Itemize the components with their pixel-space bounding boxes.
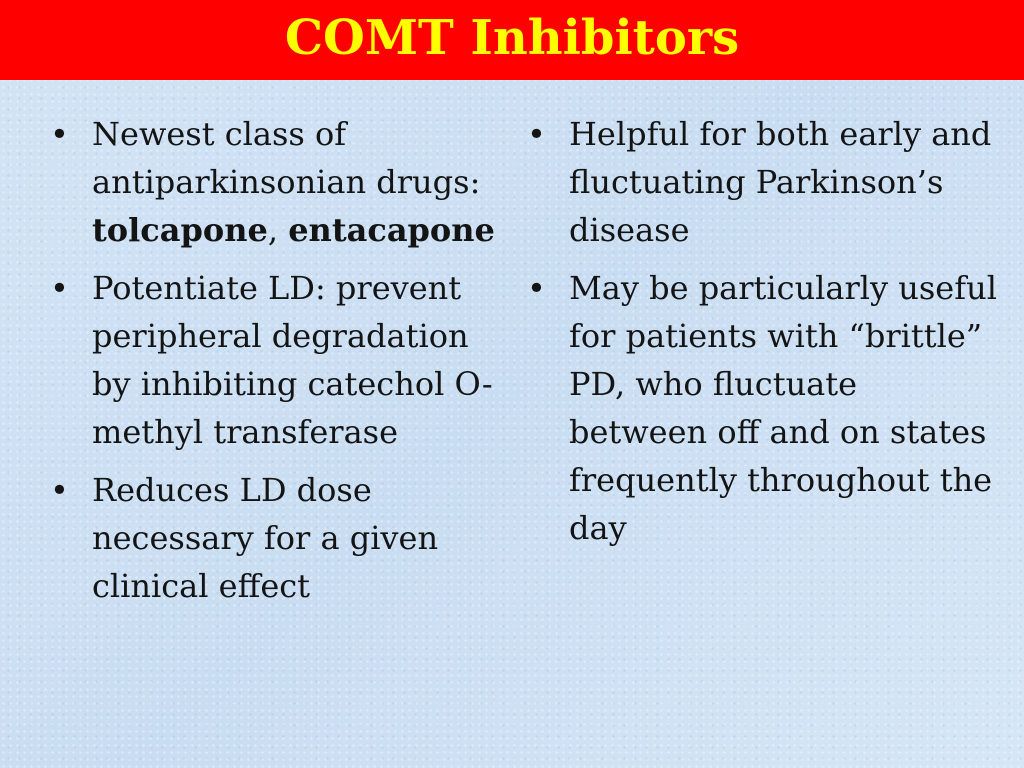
bullet-text: Potentiate LD: prevent peripheral degradation by inhibiting catechol O-methyl transferase [92,269,493,451]
bullet-text: Newest class of antiparkinsonian drugs: [92,115,481,201]
bullet-item [527,110,997,254]
slide-title: COMT Inhibitors [284,10,740,66]
drug-name-entacapone: entacapone [288,211,495,249]
bullet-item [527,264,997,552]
bullet-text: Reduces LD dose necessary for a given clinical effect [92,471,439,605]
bullet-dot-icon: • [527,115,546,153]
bullet-dot-icon: • [50,269,69,307]
title-bar [0,0,1024,80]
left-column [50,110,495,620]
bullet-dot-icon: • [50,471,69,509]
right-column [527,110,997,562]
bullet-item [50,264,495,456]
bullet-item [50,466,495,610]
bullet-item [50,110,495,254]
bullet-dot-icon: • [527,269,546,307]
bullet-dot-icon: • [50,115,69,153]
bullet-separator: , [267,211,289,249]
bullet-text: May be particularly useful for patients with “brittle” PD, who fluctuate between off and on states frequently throughout the day [569,269,997,547]
drug-name-tolcapone: tolcapone [92,211,268,249]
bullet-text: Helpful for both early and fluctuating Parkinson’s disease [569,115,992,249]
